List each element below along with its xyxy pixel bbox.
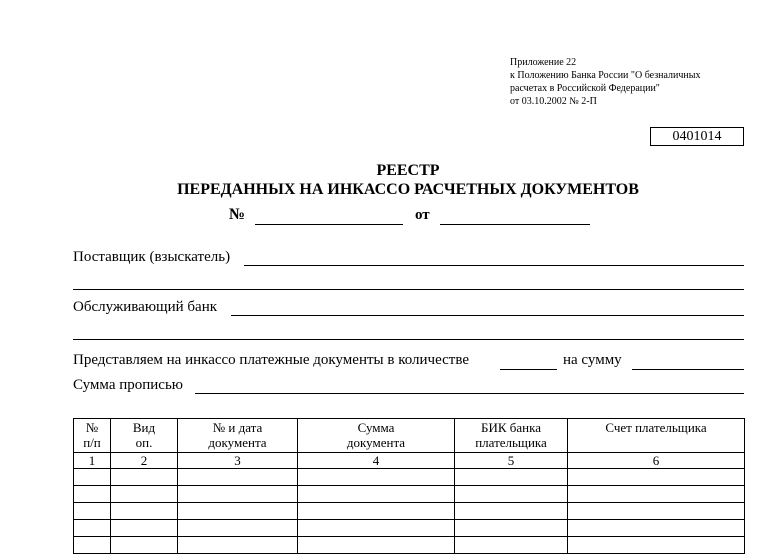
- column-number: 2: [111, 453, 178, 469]
- table-cell[interactable]: [298, 486, 455, 503]
- register-table: [73, 418, 745, 554]
- table-cell[interactable]: [178, 469, 298, 486]
- number-label: №: [229, 206, 246, 223]
- header-document-sum: Сумма документа: [298, 419, 455, 453]
- column-number: 1: [74, 453, 111, 469]
- table-row[interactable]: [74, 520, 745, 537]
- table-cell[interactable]: [74, 486, 111, 503]
- header-payer-bank-bik: БИК банка плательщика: [455, 419, 568, 453]
- table-row[interactable]: [74, 503, 745, 520]
- form-code: 0401014: [650, 127, 744, 146]
- table-cell[interactable]: [111, 469, 178, 486]
- table-cell[interactable]: [74, 503, 111, 520]
- table-cell[interactable]: [111, 520, 178, 537]
- count-field[interactable]: [500, 369, 557, 370]
- column-number: 6: [568, 453, 745, 469]
- table-cell[interactable]: [455, 503, 568, 520]
- table-row[interactable]: [74, 486, 745, 503]
- table-cell[interactable]: [178, 486, 298, 503]
- table-cell[interactable]: [111, 486, 178, 503]
- number-field[interactable]: [255, 224, 403, 225]
- table-cell[interactable]: [455, 520, 568, 537]
- table-cell[interactable]: [178, 537, 298, 554]
- table-cell[interactable]: [568, 537, 745, 554]
- table-row[interactable]: [74, 537, 745, 554]
- table-cell[interactable]: [178, 503, 298, 520]
- column-number: 3: [178, 453, 298, 469]
- table-cell[interactable]: [568, 520, 745, 537]
- header-row-number: № п/п: [74, 419, 111, 453]
- document-title: РЕЕСТР: [376, 162, 440, 179]
- header-document-number-date: № и дата документа: [178, 419, 298, 453]
- document-subtitle: ПЕРЕДАННЫХ НА ИНКАССО РАСЧЕТНЫХ ДОКУМЕНТОВ: [177, 181, 639, 198]
- supplier-field[interactable]: [244, 265, 744, 266]
- date-label: от: [415, 207, 430, 223]
- table-cell[interactable]: [111, 503, 178, 520]
- table-cell[interactable]: [455, 486, 568, 503]
- table-row[interactable]: [74, 469, 745, 486]
- table-cell[interactable]: [178, 520, 298, 537]
- sum-words-label: Сумма прописью: [73, 377, 184, 393]
- table-cell[interactable]: [455, 469, 568, 486]
- bank-field[interactable]: [231, 315, 744, 316]
- supplier-field-line2[interactable]: [73, 289, 744, 290]
- appendix-line: Приложение 22: [510, 57, 577, 68]
- table-cell[interactable]: [298, 537, 455, 554]
- table-cell[interactable]: [74, 469, 111, 486]
- sum-field[interactable]: [632, 369, 744, 370]
- table-cell[interactable]: [568, 503, 745, 520]
- sum-label: на сумму: [563, 352, 622, 368]
- table-cell[interactable]: [568, 486, 745, 503]
- sum-words-field[interactable]: [195, 393, 744, 394]
- table-cell[interactable]: [298, 503, 455, 520]
- table-cell[interactable]: [74, 537, 111, 554]
- bank-field-line2[interactable]: [73, 339, 744, 340]
- table-cell[interactable]: [298, 469, 455, 486]
- table-cell[interactable]: [74, 520, 111, 537]
- column-number-row: [74, 453, 745, 469]
- table-cell[interactable]: [111, 537, 178, 554]
- header-operation-type: Вид оп.: [111, 419, 178, 453]
- column-number: 5: [455, 453, 568, 469]
- appendix-line: расчетах в Российской Федерации": [510, 83, 660, 94]
- table-cell[interactable]: [455, 537, 568, 554]
- date-field[interactable]: [440, 224, 590, 225]
- table-cell[interactable]: [568, 469, 745, 486]
- table-header-row: [74, 419, 745, 453]
- appendix-line: к Положению Банка России "О безналичных: [510, 70, 701, 81]
- header-payer-account: Счет плательщика: [568, 419, 745, 453]
- supplier-label: Поставщик (взыскатель): [73, 249, 231, 265]
- column-number: 4: [298, 453, 455, 469]
- appendix-note: [510, 56, 701, 108]
- bank-label: Обслуживающий банк: [73, 299, 218, 315]
- submit-text: Представляем на инкассо платежные документы в количестве: [73, 352, 469, 368]
- table-cell[interactable]: [298, 520, 455, 537]
- appendix-line: от 03.10.2002 № 2-П: [510, 96, 597, 107]
